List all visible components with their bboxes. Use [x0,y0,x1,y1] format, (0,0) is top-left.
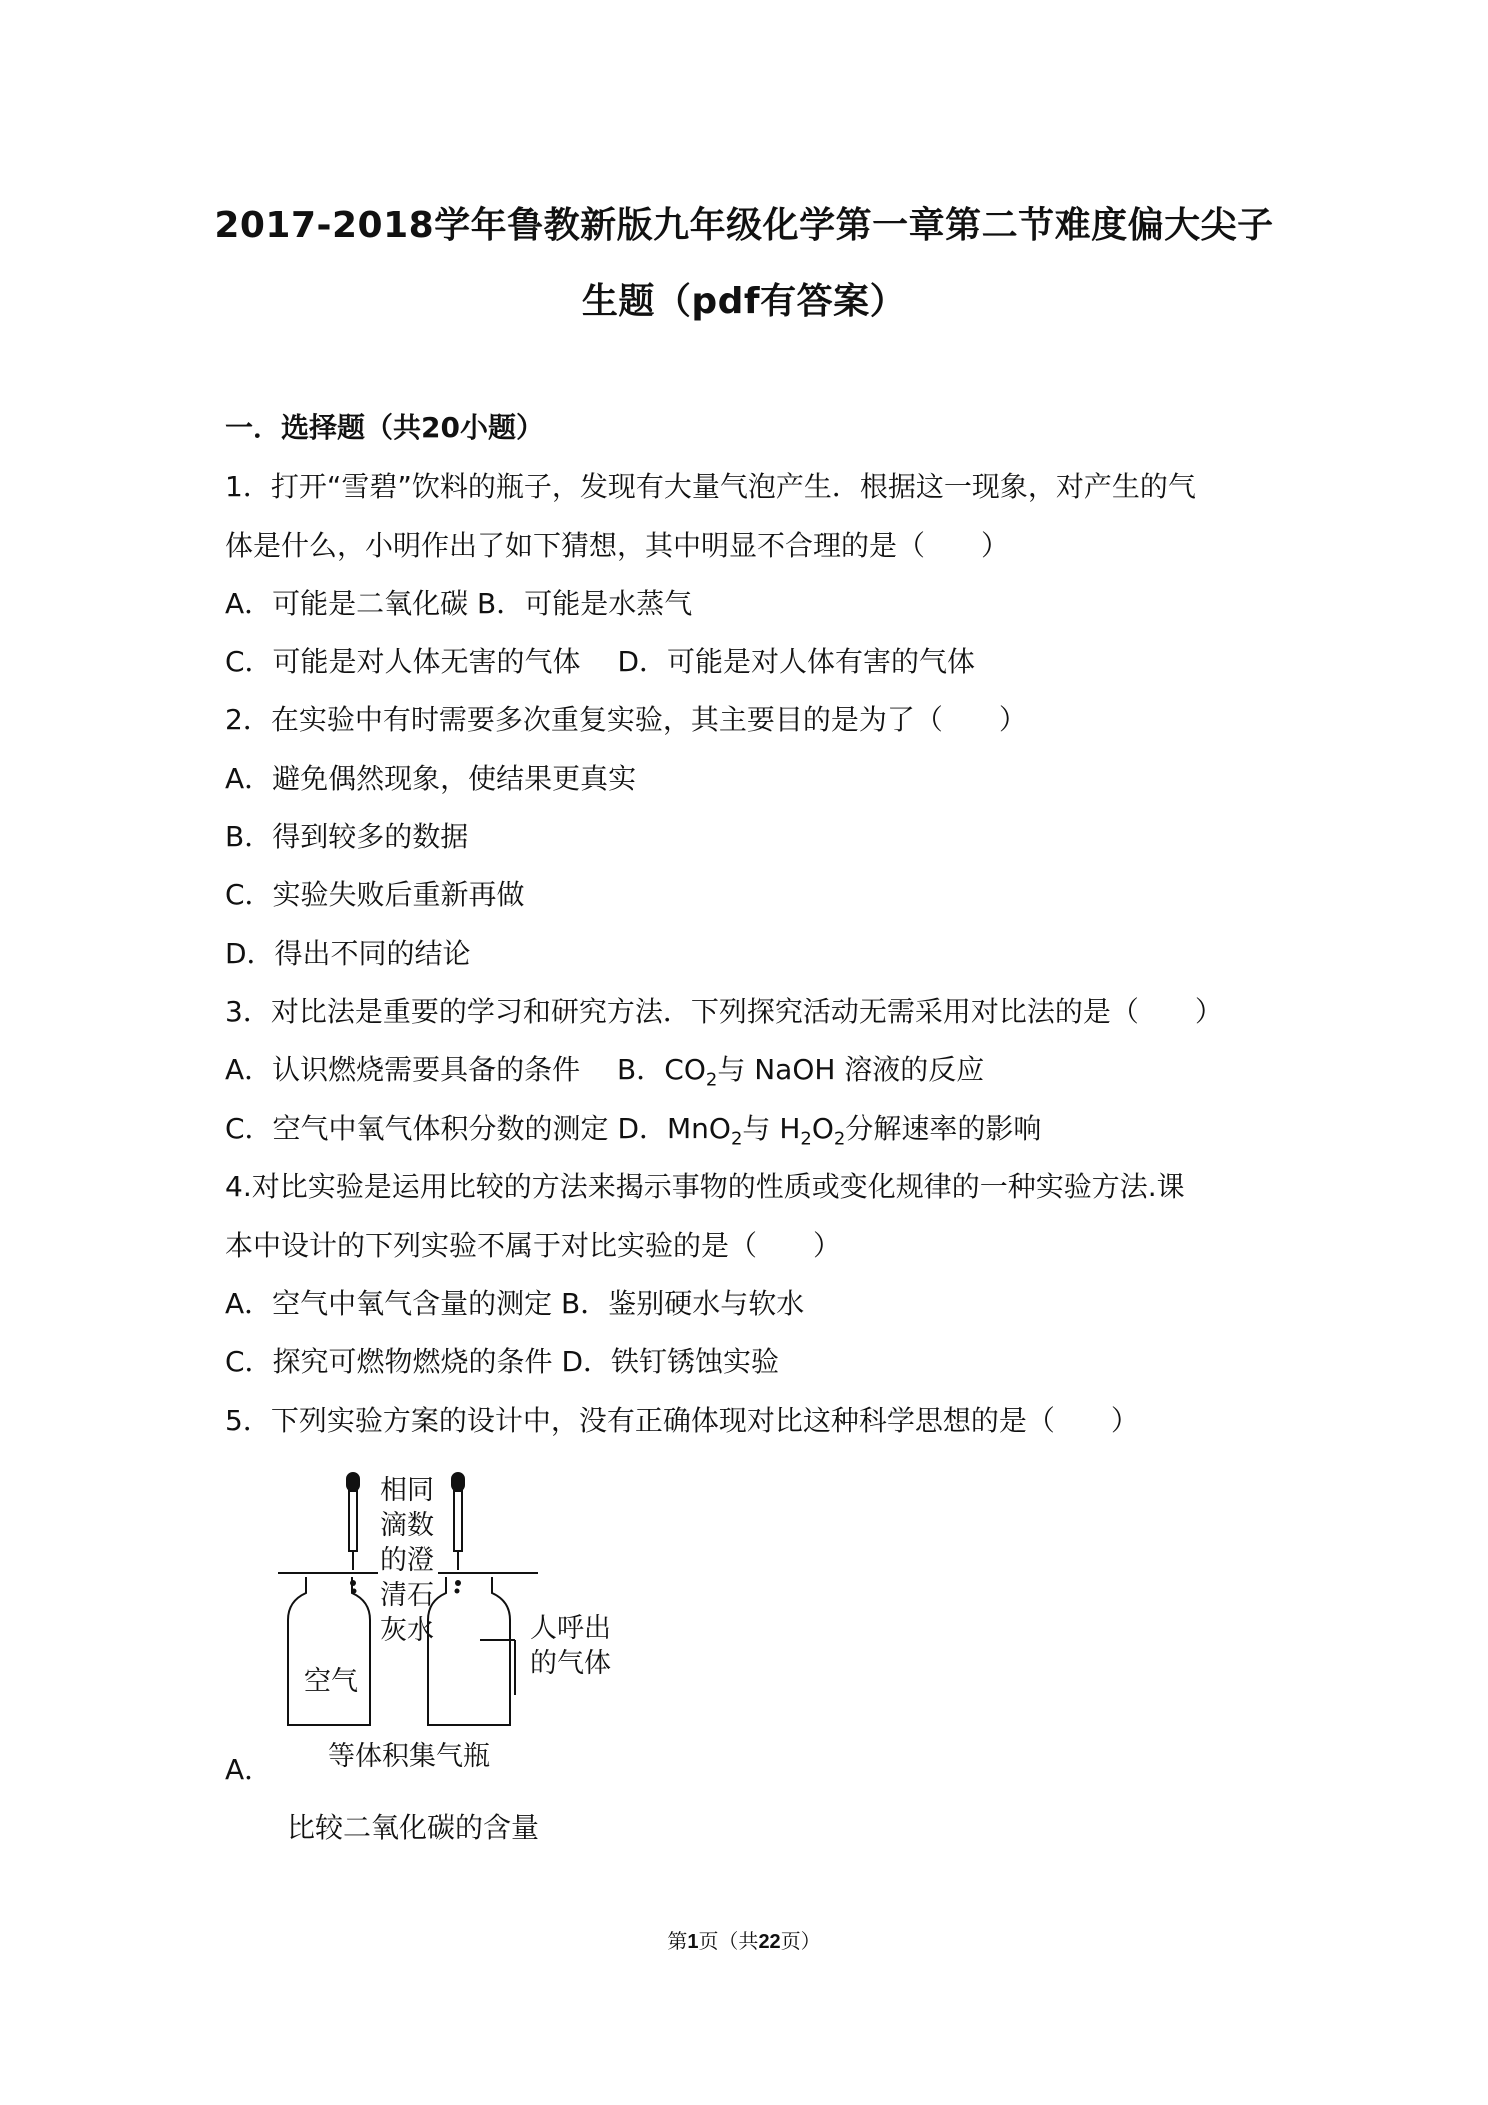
section-heading: 一．选择题（共20小题） [225,411,544,444]
q3-option-a: A．认识燃烧需要具备的条件 B． [225,1053,665,1086]
label-drops-5: 灰水 [380,1615,434,1646]
document-title-line2: 生题（pdf有答案） [581,281,907,322]
subscript: 2 [705,1069,718,1091]
q3-stem: 3．对比法是重要的学习和研究方法．下列探究活动无需采用对比法的是（ ） [225,995,1223,1028]
footer-text: 页） [780,1929,821,1953]
q2-option-c: C．实验失败后重新再做 [225,878,525,911]
label-drops-1: 相同 [380,1475,434,1506]
q3-option-d-text: 分解速率的影响 [845,1112,1042,1145]
q4-stem-line2: 本中设计的下列实验不属于对比实验的是（ ） [225,1229,842,1262]
label-breath-1: 人呼出 [530,1613,611,1644]
label-drops-3: 的澄 [380,1545,434,1576]
q3-option-c: C．空气中氧气体积分数的测定 D． [225,1112,668,1145]
q2-stem: 2．在实验中有时需要多次重复实验，其主要目的是为了（ ） [225,703,1027,736]
page-number: 1 [687,1931,699,1953]
subscript: 2 [730,1128,743,1150]
q2-option-a: A．避免偶然现象，使结果更真实 [225,762,637,795]
dropper-left-icon [347,1473,359,1570]
formula-mno2: MnO [667,1112,731,1145]
dropper-right-icon [452,1473,464,1570]
q1-options-ab: A．可能是二氧化碳 B．可能是水蒸气 [225,587,693,620]
q5-option-a-caption: 比较二氧化碳的含量 [287,1811,540,1844]
q1-stem-line2: 体是什么，小明作出了如下猜想，其中明显不合理的是（ ） [225,529,1010,562]
label-drops-2: 滴数 [380,1510,434,1541]
footer-text: 页（共 [698,1929,759,1953]
q3-options-ab [225,1048,984,1091]
q5-stem: 5．下列实验方案的设计中，没有正确体现对比这种科学思想的是（ ） [225,1404,1139,1437]
gas-bottle-right [428,1577,510,1725]
page-total: 22 [758,1931,781,1953]
label-air: 空气 [304,1666,358,1697]
q3-options-cd [225,1107,1041,1150]
gas-bottle-left [288,1577,370,1725]
q4-options-cd: C．探究可燃物燃烧的条件 D．铁钉锈蚀实验 [225,1345,780,1378]
label-bottles: 等体积集气瓶 [328,1741,490,1772]
q4-options-ab: A．空气中氧气含量的测定 B．鉴别硬水与软水 [225,1287,805,1320]
subscript: 2 [833,1128,846,1150]
q2-option-d: D．得出不同的结论 [225,937,471,970]
label-drops-4: 清石 [380,1580,434,1611]
label-breath-2: 的气体 [530,1648,611,1679]
q1-options-cd: C．可能是对人体无害的气体 D．可能是对人体有害的气体 [225,645,976,678]
q5-option-a-letter: A． [225,1753,273,1786]
footer-text: 第 [667,1929,688,1953]
q4-stem-line1: 4.对比实验是运用比较的方法来揭示事物的性质或变化规律的一种实验方法.课 [225,1170,1185,1203]
page-footer [0,1925,1488,1954]
document-title-line1: 2017-2018学年鲁教新版九年级化学第一章第二节难度偏大尖子 [214,205,1274,246]
q1-stem-line1: 1．打开“雪碧”饮料的瓶子，发现有大量气泡产生．根据这一现象，对产生的气 [225,470,1196,503]
q3-option-b-text: 与 NaOH 溶液的反应 [717,1053,985,1086]
q2-option-b: B．得到较多的数据 [225,820,469,853]
subscript: 2 [800,1128,812,1150]
q5-figure-a [270,1465,650,1795]
formula-o: O [811,1112,834,1145]
formula-h2o2: 与 H [742,1112,801,1145]
formula-co2: CO [664,1053,706,1086]
